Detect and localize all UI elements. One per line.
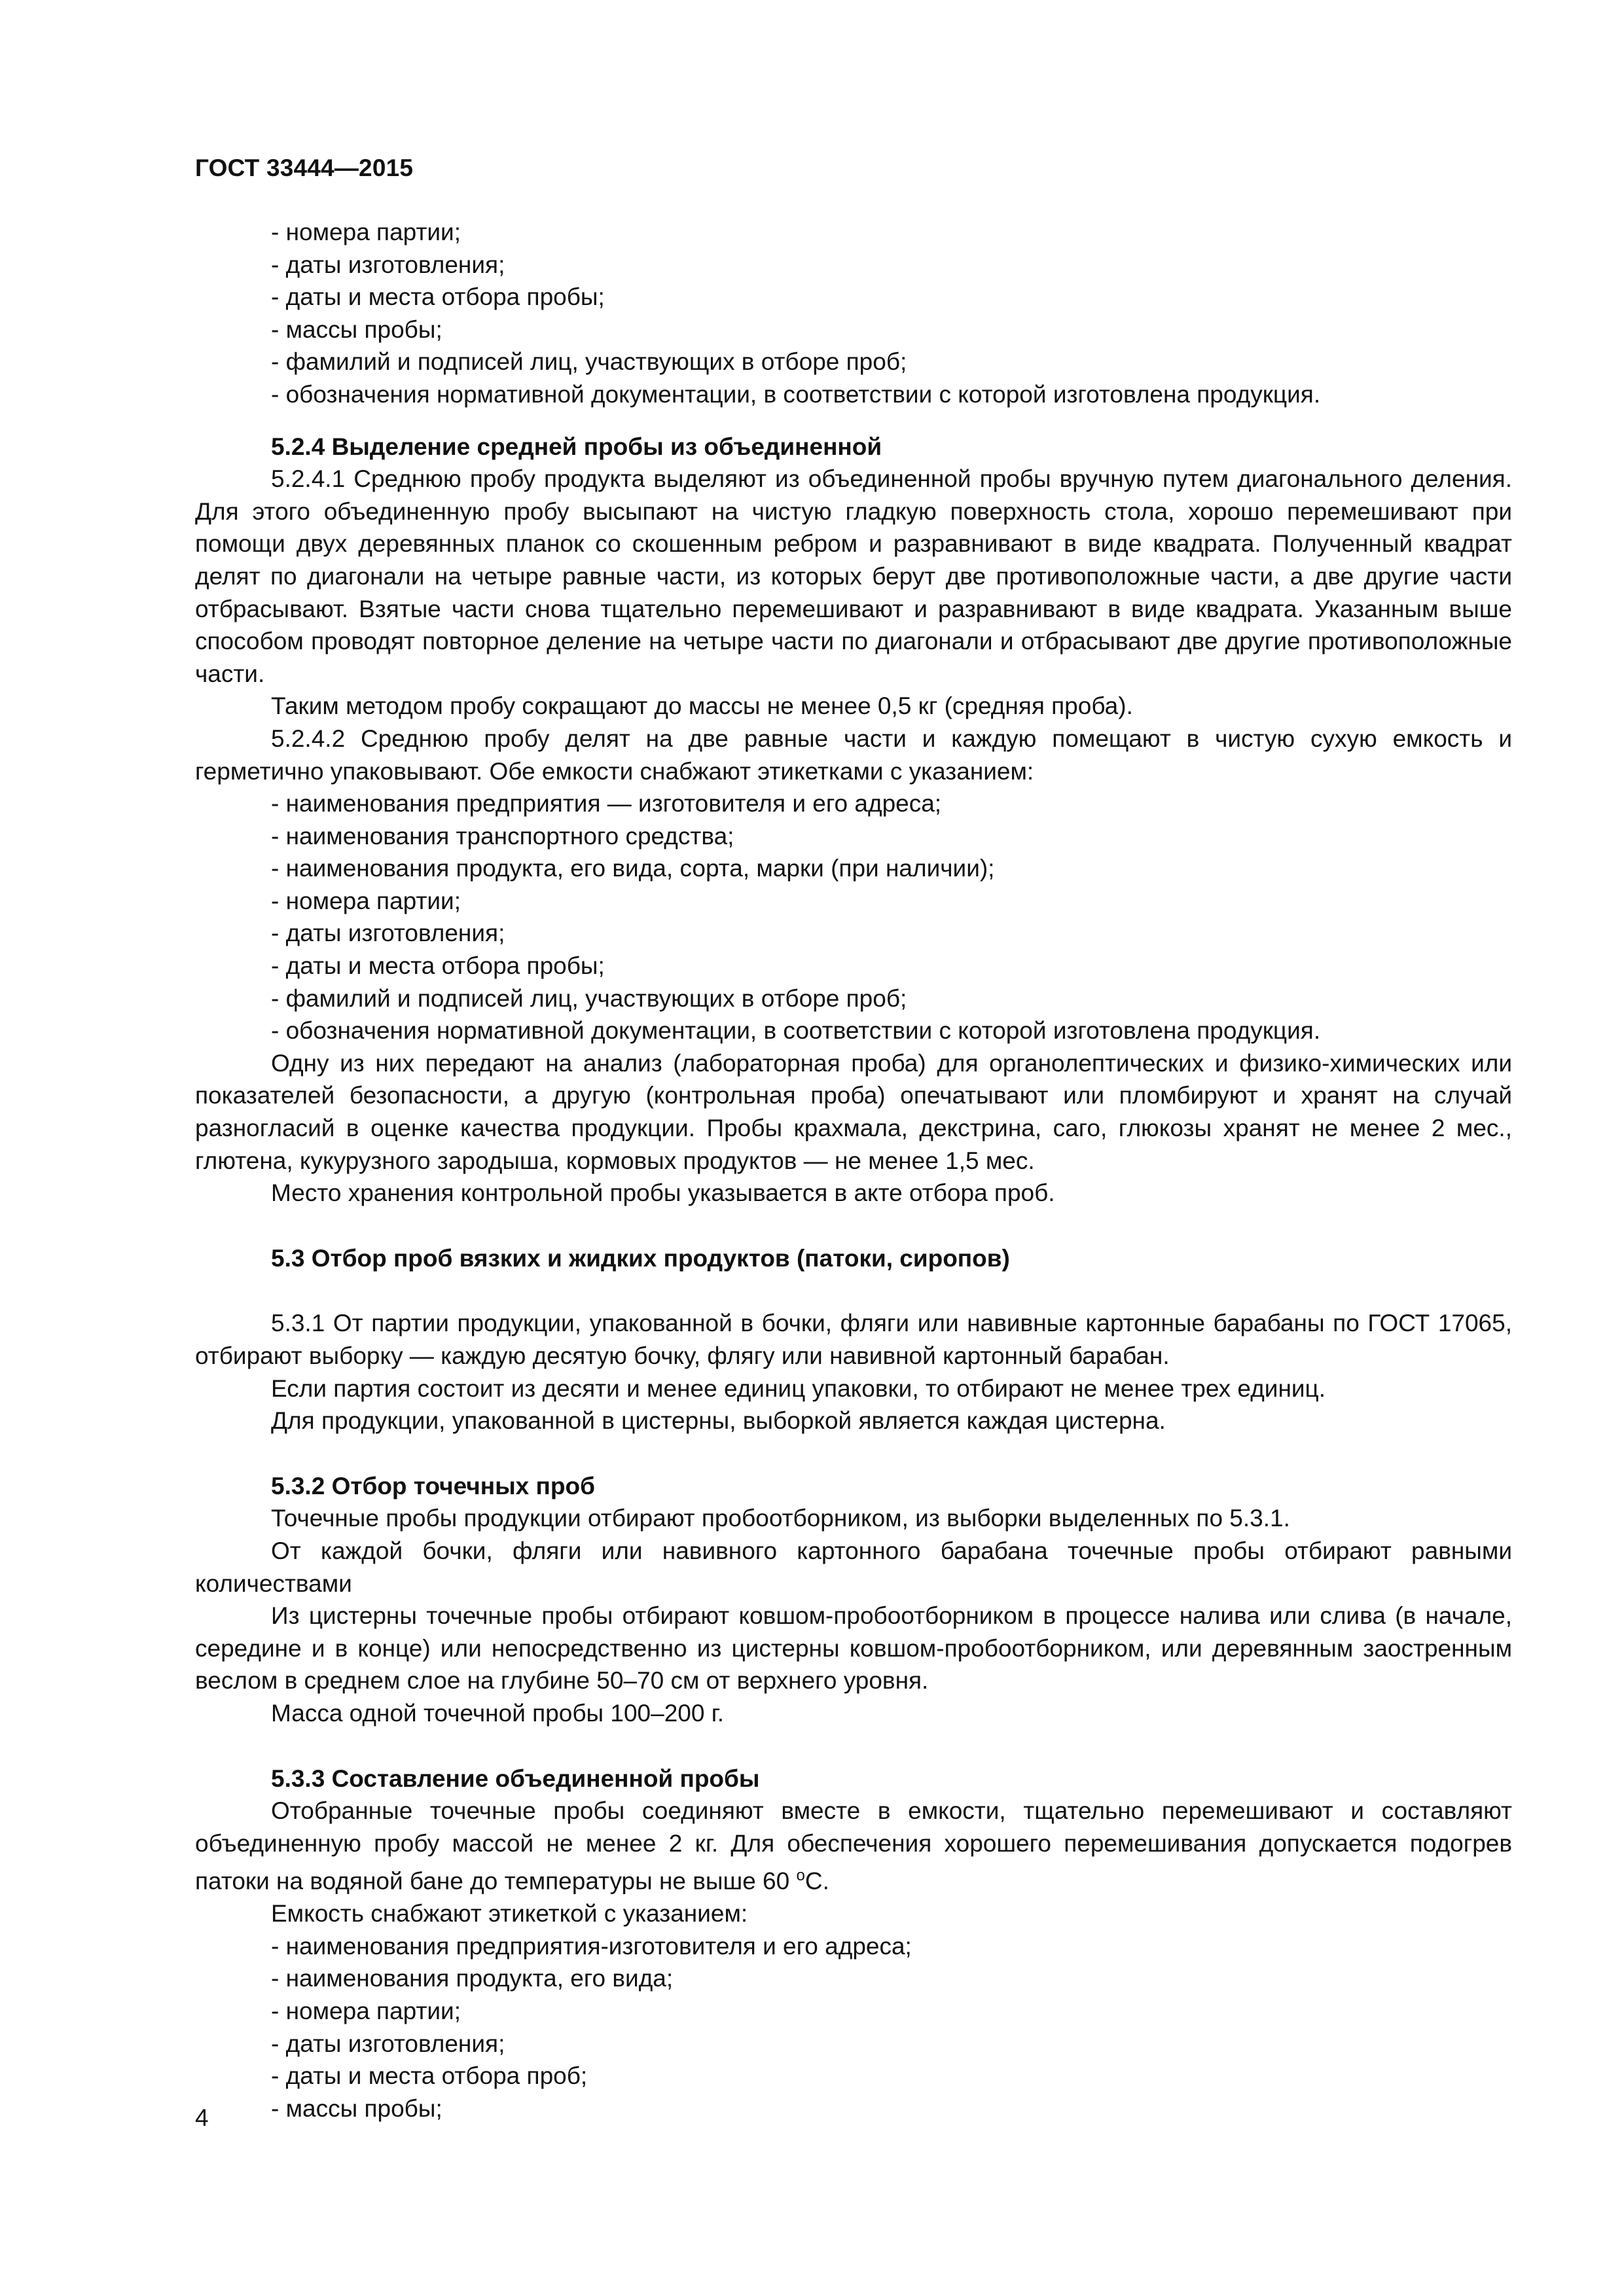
list-item: - наименования продукта, его вида, сорта, марки (при наличии); (271, 855, 995, 882)
list-item: - даты и места отбора пробы; (271, 283, 605, 311)
list-item: - наименования продукта, его вида; (271, 1965, 674, 1992)
temperature-unit: C. (804, 1867, 829, 1895)
list-item: - наименования предприятия-изготовителя и его адреса; (271, 1932, 912, 1960)
list-item: - обозначения нормативной документации, в соответствии с которой изготовлена продукция. (271, 380, 1321, 408)
paragraph: 5.2.4.1 Среднюю пробу продукта выделяют из объединенной пробы вручную путем диагонального деления. Для этого объединенную пробу высыпают на чистую гладкую поверхность стола, хорошо перемешивают при помощи двух деревянных планок со скошенным ребром и разравнивают в виде квадрата. Полученный квадрат делят по диагонали на четыре равные части, из которых берут две противоположные части, а две другие части отбрасывают. Взятые части снова тщательно перемешивают и разравнивают в виде квадрата. Указанным выше способом проводят повторное деление на четыре части по диагонали и отбрасывают две другие противоположные части. (195, 465, 1512, 687)
list-item: - наименования предприятия — изготовителя и его адреса; (271, 790, 942, 817)
section-heading-5-3-2: 5.3.2 Отбор точечных проб (271, 1472, 595, 1499)
paragraph: Место хранения контрольной пробы указывается в акте отбора проб. (271, 1179, 1055, 1207)
paragraph: От каждой бочки, фляги или навивного картонного барабана точечные пробы отбирают равными количествами (195, 1537, 1512, 1597)
paragraph: Масса одной точечной пробы 100–200 г. (271, 1699, 724, 1727)
list-item: - наименования транспортного средства; (271, 822, 734, 850)
list-item: - номера партии; (271, 1998, 461, 2025)
list-item: - даты и места отбора пробы; (271, 952, 605, 980)
section-heading-5-2-4: 5.2.4 Выделение средней пробы из объединенной (271, 433, 882, 460)
paragraph: Таким методом пробу сокращают до массы не менее 0,5 кг (средняя проба). (271, 692, 1133, 720)
list-item: - обозначения нормативной документации, в соответствии с которой изготовлена продукция. (271, 1017, 1321, 1045)
list-item: - фамилий и подписей лиц, участвующих в отборе проб; (271, 984, 907, 1012)
list-item: - массы пробы; (271, 2094, 442, 2122)
page-content (195, 216, 1512, 2125)
list-item: - номера партии; (271, 219, 461, 245)
list-item: - даты и места отбора проб; (271, 2062, 588, 2090)
paragraph: Одну из них передают на анализ (лабораторная проба) для органолептических и физико-химических или показателей безопасности, а другую (контрольная проба) опечатывают или пломбируют и хранят на случай разногласий в оценке качества продукции. Пробы крахмала, декстрина, саго, глюкозы хранят не менее 2 мес., глютена, кукурузного зародыша, кормовых продуктов — не менее 1,5 мес. (195, 1049, 1512, 1174)
section-heading-5-3-3: 5.3.3 Составление объединенной пробы (271, 1765, 760, 1792)
paragraph: 5.3.1 От партии продукции, упакованной в бочки, фляги или навивные картонные барабаны по ГОСТ 17065, отбирают выборку — каждую десятую бочку, флягу или навивной картонный барабан. (195, 1310, 1512, 1369)
paragraph-text: Отобранные точечные пробы соединяют вместе в емкости, тщательно перемешивают и составляют объединенную пробу массой не менее 2 кг. Для обеспечения хорошего перемешивания допускается подогрев патоки на водяной бане до температуры не выше 60 (195, 1797, 1512, 1895)
list-item: - массы пробы; (271, 315, 442, 343)
paragraph: Точечные пробы продукции отбирают пробоотборником, из выборки выделенных по 5.3.1. (271, 1505, 1290, 1532)
list-item: - даты изготовления; (271, 920, 505, 947)
paragraph (195, 1795, 1512, 1897)
paragraph: Если партия состоит из десяти и менее единиц упаковки, то отбирают не менее трех единиц. (271, 1374, 1326, 1402)
section-heading-5-3: 5.3 Отбор проб вязких и жидких продуктов (патоки, сиропов) (271, 1244, 1010, 1272)
list-item: - даты изготовления; (271, 251, 505, 278)
degree-sign: o (796, 1867, 805, 1885)
list-item: - фамилий и подписей лиц, участвующих в отборе проб; (271, 348, 907, 376)
paragraph: Емкость снабжают этикеткой с указанием: (271, 1900, 748, 1928)
list-item: - даты изготовления; (271, 2030, 505, 2057)
paragraph: Из цистерны точечные пробы отбирают ковшом-пробоотборником в процессе налива или слива (в начале, середине и в конце) или непосредственно из цистерны ковшом-пробоотборником, или деревянным заостренным веслом в среднем слое на глубине 50–70 см от верхнего уровня. (195, 1602, 1512, 1695)
document-code-header: ГОСТ 33444—2015 (195, 154, 414, 181)
page-number: 4 (195, 2104, 209, 2131)
paragraph: Для продукции, упакованной в цистерны, выборкой является каждая цистерна. (271, 1407, 1166, 1435)
list-item: - номера партии; (271, 887, 461, 914)
paragraph: 5.2.4.2 Среднюю пробу делят на две равные части и каждую помещают в чистую сухую емкость и герметично упаковывают. Обе емкости снабжают этикетками с указанием: (195, 725, 1512, 785)
